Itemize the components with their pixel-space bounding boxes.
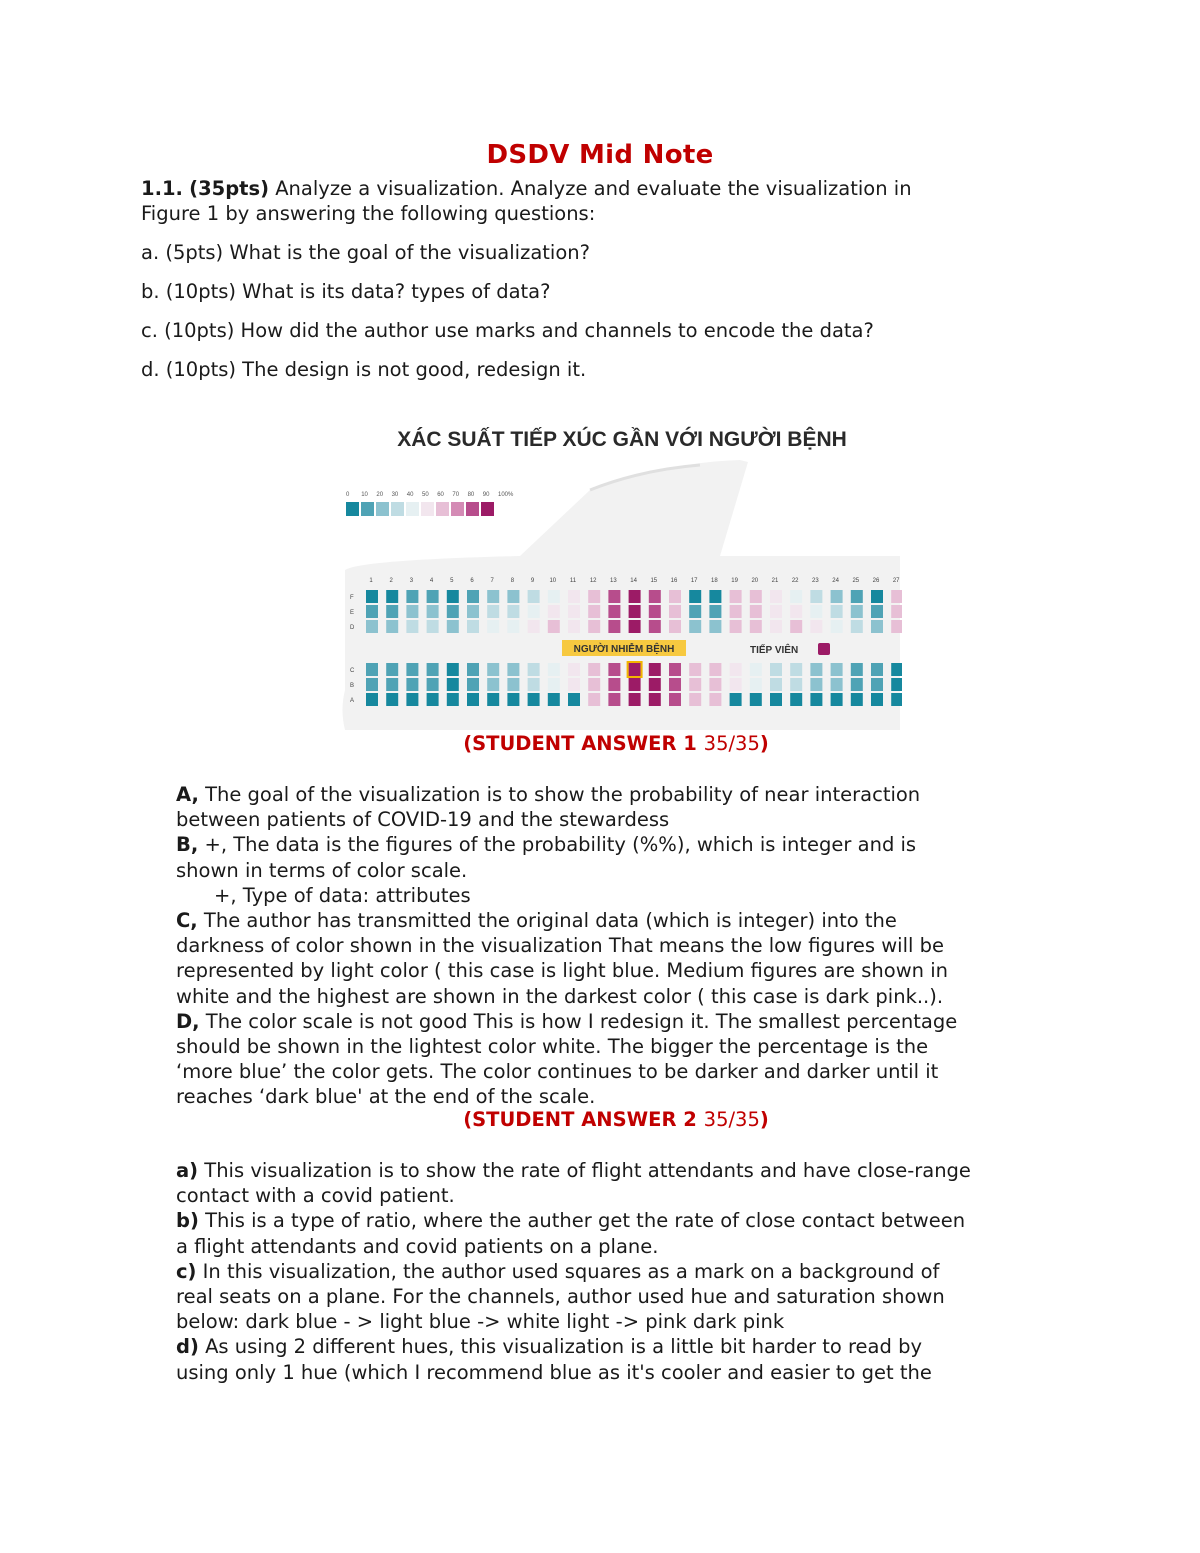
seat-cell	[588, 590, 600, 603]
seat-cell	[831, 590, 843, 603]
seat-number: 25	[852, 578, 860, 584]
seat-cell	[851, 663, 863, 676]
seat-cell	[689, 605, 701, 618]
seat-cell	[730, 620, 742, 633]
seat-cell	[891, 678, 902, 691]
seat-cell	[790, 605, 802, 618]
seat-number: 1	[369, 578, 373, 584]
seat-number: 8	[510, 578, 515, 584]
answer1-line-text: The author has transmitted the original data (which is integer) into the	[197, 909, 897, 933]
seat-cell	[891, 590, 902, 603]
answer2-heading-label: (STUDENT ANSWER 2	[463, 1108, 697, 1131]
seat-cell	[386, 605, 398, 618]
seat-number: 20	[751, 578, 759, 584]
seat-number: 11	[569, 578, 577, 584]
seat-cell	[689, 620, 701, 633]
seat-cell	[528, 678, 540, 691]
seat-cell	[507, 590, 519, 603]
question-text: Analyze a visualization. Analyze and evaluate the visualization in	[275, 177, 912, 200]
seat-cell	[669, 663, 681, 676]
seat-cell	[427, 693, 439, 706]
answer1-line-text: should be shown in the lightest color white. The bigger the percentage is the	[176, 1035, 929, 1059]
seat-cell	[588, 678, 600, 691]
legend-swatch	[466, 502, 479, 516]
question-points: (35pts)	[189, 177, 270, 200]
seat-cell	[851, 620, 863, 633]
answer1-line-text: reaches ‘dark blue' at the end of the scale.	[176, 1085, 596, 1109]
seat-number: 22	[791, 578, 799, 584]
figure-seat-map	[340, 410, 902, 732]
seat-number: 27	[892, 578, 900, 584]
seat-cell	[507, 678, 519, 691]
seat-cell	[649, 620, 661, 633]
seat-cell	[588, 663, 600, 676]
seat-cell	[507, 605, 519, 618]
seat-cell	[891, 663, 902, 676]
seat-cell	[709, 620, 721, 633]
seat-cell	[366, 590, 378, 603]
seat-cell	[669, 620, 681, 633]
seat-cell	[831, 663, 843, 676]
seat-cell	[447, 678, 459, 691]
seat-cell	[487, 605, 499, 618]
seat-cell	[649, 590, 661, 603]
seat-number: 10	[549, 578, 557, 584]
seat-number: 15	[650, 578, 658, 584]
question-part-d: d. (10pts) The design is not good, redesign it.	[141, 358, 587, 381]
seat-cell	[467, 605, 479, 618]
answer1-heading-close: )	[759, 732, 769, 755]
answer2-line	[176, 1259, 1076, 1284]
answer1-line-lead: B,	[176, 833, 199, 857]
seat-cell	[406, 663, 418, 676]
answer2-heading	[0, 1108, 1200, 1131]
seat-cell	[406, 620, 418, 633]
patient-label: NGƯỜI NHIỄM BỆNH	[573, 644, 675, 655]
seat-cell	[568, 590, 580, 603]
seat-cell	[366, 620, 378, 633]
seat-cell	[730, 678, 742, 691]
answer2-line-lead: b)	[176, 1209, 199, 1233]
seat-cell	[629, 678, 641, 691]
seat-cell	[709, 590, 721, 603]
seat-cell	[487, 678, 499, 691]
answer2-line	[176, 1309, 1076, 1334]
seat-cell	[709, 605, 721, 618]
answer1-score: 35/35	[703, 732, 760, 755]
seat-cell	[588, 693, 600, 706]
seat-cell	[406, 693, 418, 706]
seat-cell	[629, 663, 641, 676]
seat-cell	[447, 663, 459, 676]
seat-cell	[507, 663, 519, 676]
seat-cell	[386, 663, 398, 676]
answer1-line	[176, 782, 1076, 807]
seat-cell	[386, 693, 398, 706]
row-letter: C	[350, 668, 355, 674]
answer2-line	[176, 1334, 1076, 1359]
answer2-line-text: In this visualization, the author used squares as a mark on a background of	[196, 1259, 940, 1283]
seat-cell	[770, 693, 782, 706]
seat-cell	[851, 678, 863, 691]
seat-cell	[831, 678, 843, 691]
seat-cell	[548, 693, 560, 706]
legend-tick: 80	[467, 492, 475, 498]
seat-cell	[447, 590, 459, 603]
seat-cell	[386, 620, 398, 633]
answer1-line-text: The goal of the visualization is to show the probability of near interaction	[198, 783, 921, 806]
answer1-line-text: between patients of COVID-19 and the stewardess	[176, 808, 670, 832]
seat-number: 23	[812, 578, 819, 584]
legend-tick: 20	[376, 492, 384, 498]
seat-cell	[810, 678, 822, 691]
seat-cell	[810, 590, 822, 603]
seat-cell	[770, 663, 782, 676]
answer2-line	[176, 1208, 1076, 1233]
seat-cell	[528, 620, 540, 633]
seat-cell	[467, 678, 479, 691]
seat-cell	[871, 620, 883, 633]
seat-cell	[689, 678, 701, 691]
seat-cell	[608, 605, 620, 618]
answer2-line-text: As using 2 different hues, this visualization is a little bit harder to read by	[198, 1335, 922, 1359]
seat-cell	[366, 678, 378, 691]
seat-cell	[669, 693, 681, 706]
answer1-line	[176, 1034, 1076, 1059]
seat-cell	[730, 693, 742, 706]
seat-cell	[487, 620, 499, 633]
seat-cell	[831, 693, 843, 706]
seat-cell	[770, 620, 782, 633]
seat-cell	[568, 693, 580, 706]
seat-cell	[790, 663, 802, 676]
legend-tick: 60	[437, 492, 444, 498]
answer1-heading	[0, 732, 1200, 755]
answer2-line-lead: c)	[176, 1259, 197, 1283]
seat-cell	[608, 620, 620, 633]
seat-number: 5	[450, 578, 454, 584]
seat-number: 18	[711, 578, 718, 584]
row-letter: B	[350, 683, 355, 689]
legend-tick: 50	[422, 492, 429, 498]
answer1-line	[176, 908, 1076, 933]
legend-tick: 0	[346, 492, 350, 498]
seat-cell	[629, 590, 641, 603]
seat-number: 2	[389, 578, 393, 584]
seat-cell	[447, 693, 459, 706]
seat-cell	[568, 678, 580, 691]
seat-number: 6	[470, 578, 474, 584]
answer1-line	[176, 933, 1076, 958]
seat-number: 4	[429, 578, 434, 584]
seat-cell	[366, 663, 378, 676]
seat-number: 16	[670, 578, 678, 584]
seat-cell	[608, 590, 620, 603]
seat-cell	[871, 663, 883, 676]
seat-number: 3	[409, 578, 414, 584]
seat-cell	[447, 605, 459, 618]
seat-cell	[669, 605, 681, 618]
seat-cell	[709, 663, 721, 676]
legend-tick: 90	[482, 492, 490, 498]
row-letter: A	[350, 698, 355, 704]
seat-cell	[891, 605, 902, 618]
seat-cell	[608, 663, 620, 676]
seat-cell	[548, 663, 560, 676]
seat-number: 21	[771, 578, 779, 584]
answer1-line	[176, 883, 1076, 908]
seat-cell	[548, 620, 560, 633]
answer2-line-text: contact with a covid patient.	[176, 1184, 455, 1208]
question-part-b: b. (10pts) What is its data? types of data?	[141, 280, 551, 303]
seat-cell	[750, 678, 762, 691]
question-intro-line2: Figure 1 by answering the following questions:	[141, 202, 596, 225]
seat-number: 24	[832, 578, 839, 584]
seat-cell	[427, 663, 439, 676]
seat-cell	[871, 605, 883, 618]
seat-cell	[608, 678, 620, 691]
answer2-line-text: below: dark blue - > light blue -> white light -> pink dark pink	[176, 1310, 785, 1334]
seat-number: 9	[530, 578, 535, 584]
seat-cell	[851, 693, 863, 706]
seat-cell	[871, 678, 883, 691]
answer2-heading-close: )	[759, 1108, 769, 1131]
seat-cell	[528, 590, 540, 603]
answer1-line	[176, 832, 1076, 857]
seat-cell	[790, 678, 802, 691]
answer2-line	[176, 1183, 1076, 1208]
seat-cell	[487, 590, 499, 603]
seat-cell	[427, 605, 439, 618]
seat-cell	[649, 605, 661, 618]
answer1-line-lead: C,	[176, 909, 198, 933]
seat-cell	[851, 590, 863, 603]
seat-cell	[467, 693, 479, 706]
answer1-line	[176, 1059, 1076, 1084]
question-part-a: a. (5pts) What is the goal of the visualization?	[141, 241, 590, 264]
answer1-line-text: The color scale is not good This is how I redesign it. The smallest percentage	[199, 1009, 958, 1033]
seat-cell	[427, 678, 439, 691]
answer2-line-text: using only 1 hue (which I recommend blue as it's cooler and easier to get the	[176, 1360, 932, 1384]
seat-cell	[770, 678, 782, 691]
figure-legend	[346, 492, 514, 516]
legend-tick: 10	[361, 492, 368, 498]
seat-cell	[810, 605, 822, 618]
answer2-line-text: This visualization is to show the rate of flight attendants and have close-range	[198, 1159, 971, 1182]
seat-number: 19	[731, 578, 738, 584]
legend-tick: 40	[406, 492, 414, 498]
legend-tick: 30	[391, 492, 399, 498]
seat-cell	[790, 693, 802, 706]
seat-number: 13	[610, 578, 617, 584]
question-part-c: c. (10pts) How did the author use marks and channels to encode the data?	[141, 319, 874, 342]
seat-cell	[810, 693, 822, 706]
seat-cell	[730, 663, 742, 676]
seat-cell	[810, 620, 822, 633]
seat-cell	[568, 605, 580, 618]
seat-cell	[750, 693, 762, 706]
seat-cell	[447, 620, 459, 633]
answer1-line-text: darkness of color shown in the visualization That means the low figures will be	[176, 934, 945, 958]
seat-cell	[750, 590, 762, 603]
legend-swatch	[361, 502, 374, 516]
seat-cell	[467, 590, 479, 603]
seat-cell	[588, 620, 600, 633]
seat-cell	[770, 605, 782, 618]
seat-cell	[507, 620, 519, 633]
seat-cell	[608, 693, 620, 706]
seat-cell	[831, 605, 843, 618]
seat-number: 14	[630, 578, 637, 584]
seat-cell	[386, 590, 398, 603]
seat-cell	[366, 605, 378, 618]
answer1-line-text: shown in terms of color scale.	[176, 858, 468, 882]
seat-cell	[629, 620, 641, 633]
legend-swatch	[376, 502, 389, 516]
seat-cell	[790, 590, 802, 603]
seat-cell	[750, 620, 762, 633]
seat-cell	[427, 620, 439, 633]
seat-cell	[810, 663, 822, 676]
answer1-line	[176, 807, 1076, 832]
seat-cell	[750, 605, 762, 618]
seat-number: 7	[490, 578, 494, 584]
seat-cell	[851, 605, 863, 618]
seat-cell	[528, 605, 540, 618]
seat-cell	[709, 678, 721, 691]
seat-cell	[487, 663, 499, 676]
legend-swatch	[406, 502, 419, 516]
answer1-line-text: +, Type of data: attributes	[214, 883, 471, 907]
answer1-body	[176, 782, 1076, 1110]
seat-cell	[649, 678, 661, 691]
row-letter: E	[350, 610, 355, 616]
answer1-line	[176, 1009, 1076, 1034]
question-number: 1.1.	[141, 177, 183, 200]
answer2-line-lead: a)	[176, 1159, 199, 1182]
seat-number: 17	[690, 578, 698, 584]
seat-cell	[689, 663, 701, 676]
seat-cell	[548, 605, 560, 618]
seat-cell	[629, 605, 641, 618]
seat-cell	[750, 663, 762, 676]
seat-cell	[568, 663, 580, 676]
answer1-line	[176, 1084, 1076, 1109]
seat-cell	[669, 678, 681, 691]
seat-cell	[730, 605, 742, 618]
answer2-line-text: This is a type of ratio, where the auther get the rate of close contact between	[198, 1209, 966, 1233]
seat-cell	[649, 663, 661, 676]
seat-cell	[770, 590, 782, 603]
answer2-line	[176, 1234, 1076, 1259]
seat-cell	[528, 663, 540, 676]
seat-number: 12	[589, 578, 597, 584]
seat-cell	[548, 678, 560, 691]
answer1-line	[176, 858, 1076, 883]
seat-cell	[709, 693, 721, 706]
seat-cell	[467, 620, 479, 633]
seat-cell	[669, 590, 681, 603]
legend-swatch	[421, 502, 434, 516]
figure-title: XÁC SUẤT TIẾP XÚC GẦN VỚI NGƯỜI BỆNH	[397, 428, 847, 451]
answer1-line-text: white and the highest are shown in the darkest color ( this case is dark pink..).	[176, 984, 944, 1008]
seat-cell	[406, 605, 418, 618]
answer2-score: 35/35	[703, 1108, 760, 1131]
seat-number: 26	[872, 578, 880, 584]
answer1-line-text: ‘more blue’ the color gets. The color continues to be darker and darker until it	[176, 1060, 939, 1084]
seat-cell	[891, 693, 902, 706]
legend-tick: 100%	[498, 492, 514, 498]
legend-swatch	[436, 502, 449, 516]
seat-cell	[689, 590, 701, 603]
document-title: DSDV Mid Note	[486, 140, 714, 170]
seat-cell	[366, 693, 378, 706]
seat-cell	[790, 620, 802, 633]
seat-cell	[406, 678, 418, 691]
seat-cell	[831, 620, 843, 633]
seat-cell	[487, 693, 499, 706]
answer2-body	[176, 1158, 1076, 1385]
seat-cell	[467, 663, 479, 676]
seat-cell	[730, 590, 742, 603]
attendant-marker	[818, 643, 830, 655]
seat-cell	[528, 693, 540, 706]
seat-cell	[507, 693, 519, 706]
answer2-line-lead: d)	[176, 1335, 199, 1359]
seat-cell	[689, 693, 701, 706]
legend-swatch	[391, 502, 404, 516]
answer1-line-lead: A,	[176, 783, 199, 806]
attendant-label: TIẾP VIÊN	[750, 645, 799, 656]
seat-cell	[891, 620, 902, 633]
seat-cell	[588, 605, 600, 618]
legend-swatch	[451, 502, 464, 516]
answer1-line-text: represented by light color ( this case is light blue. Medium figures are shown in	[176, 959, 948, 983]
seat-cell	[871, 590, 883, 603]
answer2-line	[176, 1158, 1076, 1183]
seat-cell	[629, 693, 641, 706]
seat-cell	[649, 693, 661, 706]
seat-cell	[568, 620, 580, 633]
answer2-line-text: a flight attendants and covid patients on a plane.	[176, 1234, 659, 1258]
answer2-line-text: real seats on a plane. For the channels, author used hue and saturation shown	[176, 1285, 945, 1309]
row-letter: F	[350, 595, 354, 601]
answer1-line	[176, 958, 1076, 983]
legend-swatch	[481, 502, 494, 516]
seat-cell	[386, 678, 398, 691]
answer1-line-lead: D,	[176, 1009, 200, 1033]
question-intro-line1	[141, 176, 1041, 201]
seat-cell	[406, 590, 418, 603]
answer2-line	[176, 1284, 1076, 1309]
answer2-line	[176, 1360, 1076, 1385]
legend-tick: 70	[452, 492, 460, 498]
row-letter: D	[350, 625, 355, 631]
answer1-line	[176, 984, 1076, 1009]
answer1-line-text: +, The data is the figures of the probability (%%), which is integer and is	[198, 833, 917, 857]
answer1-heading-label: (STUDENT ANSWER 1	[463, 732, 697, 755]
seat-cell	[548, 590, 560, 603]
seat-cell	[427, 590, 439, 603]
seat-cell	[871, 693, 883, 706]
legend-swatch	[346, 502, 359, 516]
